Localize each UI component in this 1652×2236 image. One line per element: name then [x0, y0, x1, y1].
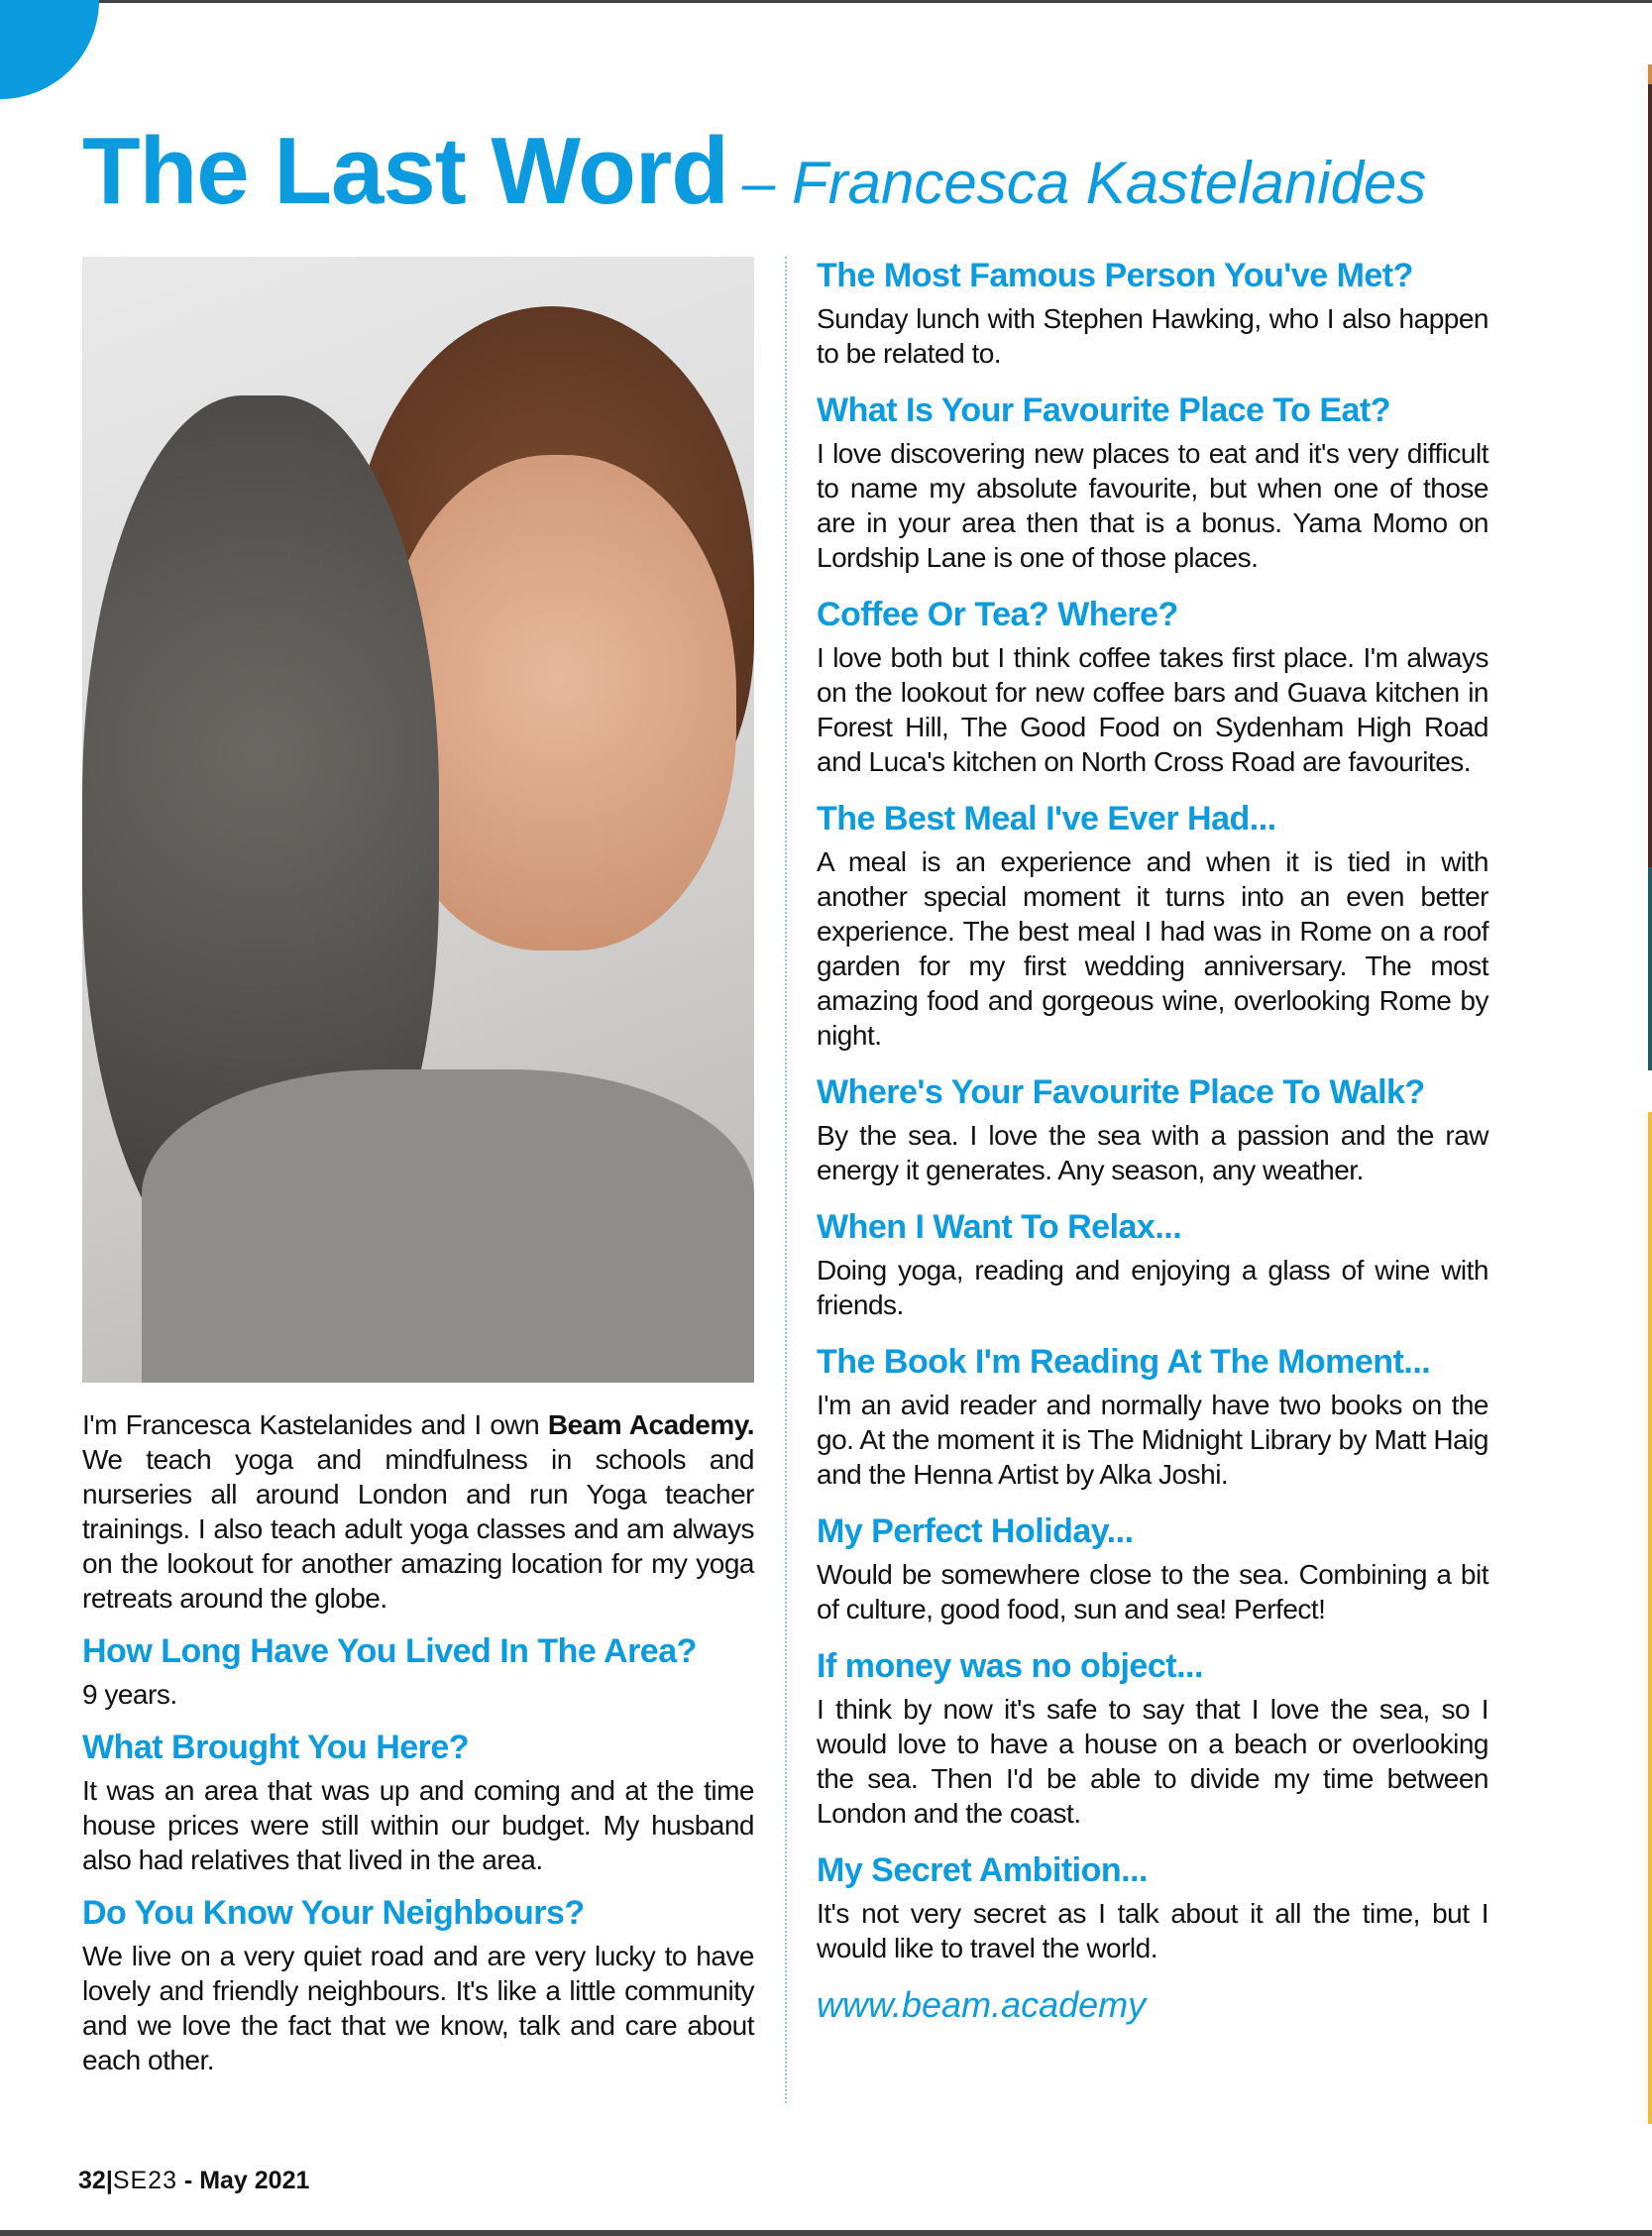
question-heading: Coffee Or Tea? Where?: [817, 596, 1178, 633]
bottom-border: [0, 2230, 1652, 2236]
answer-text: 9 years.: [82, 1679, 177, 1710]
footer: [78, 2167, 309, 2195]
corner-decoration: [0, 0, 99, 99]
edge-bar: [1648, 84, 1652, 867]
question-heading: How Long Have You Lived In The Area?: [82, 1632, 697, 1670]
left-column: [82, 1407, 754, 2077]
answer-text: It was an area that was up and coming and at the time house prices were still within our budget. My husband also had relatives that lived in the area.: [82, 1775, 754, 1875]
answer-text: Sunday lunch with Stephen Hawking, who I also happen to be related to.: [817, 303, 1488, 369]
footer-separator: |: [105, 2167, 113, 2194]
question-heading: What Is Your Favourite Place To Eat?: [817, 391, 1391, 429]
edge-bar: [1648, 1112, 1652, 2124]
question-heading: My Perfect Holiday...: [817, 1512, 1134, 1550]
question-heading: If money was no object...: [817, 1647, 1203, 1685]
answer-text: Doing yoga, reading and enjoying a glass of wine with friends.: [817, 1255, 1488, 1320]
answer-text: I love discovering new places to eat and it's very difficult to name my absolute favourite, but when one of those are in your area then that is a bonus. Yama Momo on Lordship Lane is one of those places.: [817, 438, 1488, 573]
answer-text: By the sea. I love the sea with a passion and the raw energy it generates. Any season, any weather.: [817, 1120, 1488, 1185]
intro-paragraph: I'm Francesca Kastelanides and I own Beam Academy. We teach yoga and mindfulness in schools and nurseries all around London and run Yoga teacher trainings. I also teach adult yoga classes and am always on the lookout for another amazing location for my yoga retreats around the globe.: [82, 1409, 754, 1614]
right-column: [817, 254, 1488, 2027]
answer-text: I love both but I think coffee takes first place. I'm always on the lookout for new coffee bars and Guava kitchen in Forest Hill, The Good Food on Sydenham High Road and Luca's kitchen on North Cross Road are favourites.: [817, 642, 1488, 777]
question-heading: Where's Your Favourite Place To Walk?: [817, 1073, 1425, 1111]
website-link[interactable]: www.beam.academy: [817, 1984, 1147, 2025]
answer-text: We live on a very quiet road and are very lucky to have lovely and friendly neighbours. It's like a little community and we love the fact that we know, talk and care about each other.: [82, 1941, 754, 2075]
question-heading: What Brought You Here?: [82, 1729, 470, 1766]
answer-text: I'm an avid reader and normally have two books on the go. At the moment it is The Midnight Library by Matt Haig and the Henna Artist by Alka Joshi.: [817, 1390, 1488, 1490]
question-heading: The Most Famous Person You've Met?: [817, 257, 1413, 294]
issue-date: - May 2021: [176, 2167, 310, 2194]
magazine-logo: SE23: [112, 2167, 177, 2194]
question-heading: My Secret Ambition...: [817, 1851, 1148, 1889]
question-heading: The Best Meal I've Ever Had...: [817, 800, 1276, 838]
answer-text: A meal is an experience and when it is tied in with another special moment it turns into an even better experience. The best meal I had was in Rome on a roof garden for my first wedding anniversary. The most amazing food and gorgeous wine, overlooking Rome by night.: [817, 846, 1488, 1051]
title-subtitle: – Francesca Kastelanides: [741, 150, 1427, 216]
question-heading: When I Want To Relax...: [817, 1208, 1182, 1246]
edge-bar: [1648, 64, 1652, 84]
edge-bar: [1648, 867, 1652, 1070]
answer-text: It's not very secret as I talk about it all the time, but I would like to travel the world.: [817, 1898, 1488, 1963]
page-number: 32: [78, 2167, 106, 2194]
title-main: The Last Word: [82, 118, 728, 224]
page-title: [82, 117, 1426, 226]
question-heading: Do You Know Your Neighbours?: [82, 1894, 585, 1932]
top-border: [0, 0, 1652, 3]
answer-text: Would be somewhere close to the sea. Combining a bit of culture, good food, sun and sea! Perfect!: [817, 1559, 1488, 1624]
question-heading: The Book I'm Reading At The Moment...: [817, 1343, 1431, 1381]
answer-text: I think by now it's safe to say that I love the sea, so I would love to have a house on a beach or overlooking the sea. Then I'd be able to divide my time between London and the coast.: [817, 1694, 1488, 1829]
portrait-photo: [82, 257, 754, 1383]
column-divider: [785, 257, 787, 2103]
